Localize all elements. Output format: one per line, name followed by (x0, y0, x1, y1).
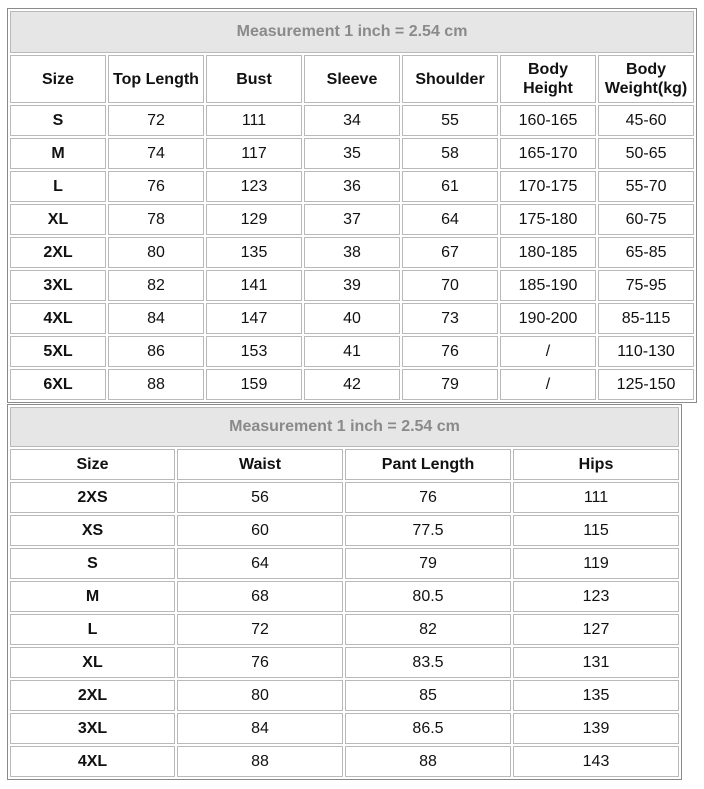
bottoms-size-cell: M (10, 581, 175, 612)
tops-value-cell: 147 (206, 303, 302, 334)
tops-value-cell: 40 (304, 303, 400, 334)
bottoms-value-cell: 135 (513, 680, 679, 711)
bottoms-value-cell: 82 (345, 614, 511, 645)
tops-value-cell: 79 (402, 369, 498, 400)
bottoms-table-row (10, 614, 679, 645)
bottoms-table-row (10, 581, 679, 612)
bottoms-value-cell: 127 (513, 614, 679, 645)
bottoms-value-cell: 80.5 (345, 581, 511, 612)
tops-table-row (10, 270, 694, 301)
tops-table-row (10, 303, 694, 334)
bottoms-value-cell: 88 (177, 746, 343, 777)
tops-size-cell: 6XL (10, 369, 106, 400)
tops-size-chart (7, 8, 697, 403)
tops-table-row (10, 237, 694, 268)
tops-value-cell: 61 (402, 171, 498, 202)
bottoms-value-cell: 86.5 (345, 713, 511, 744)
bottoms-column-header: Pant Length (345, 449, 511, 480)
tops-value-cell: 111 (206, 105, 302, 136)
tops-size-cell: 4XL (10, 303, 106, 334)
tops-value-cell: 41 (304, 336, 400, 367)
bottoms-table-row (10, 647, 679, 678)
tops-value-cell: 76 (402, 336, 498, 367)
tops-value-cell: 88 (108, 369, 204, 400)
tops-value-cell: 190-200 (500, 303, 596, 334)
tops-table-row (10, 138, 694, 169)
bottoms-table-row (10, 548, 679, 579)
bottoms-value-cell: 84 (177, 713, 343, 744)
bottoms-size-cell: 4XL (10, 746, 175, 777)
tops-value-cell: 129 (206, 204, 302, 235)
bottoms-header-row (10, 449, 679, 480)
tops-value-cell: 55 (402, 105, 498, 136)
bottoms-table-row (10, 680, 679, 711)
tops-column-header: Body Weight(kg) (598, 55, 694, 103)
tops-value-cell: 74 (108, 138, 204, 169)
tops-value-cell: 125-150 (598, 369, 694, 400)
tops-value-cell: 85-115 (598, 303, 694, 334)
tops-table-row (10, 204, 694, 235)
tops-value-cell: 117 (206, 138, 302, 169)
tops-value-cell: 153 (206, 336, 302, 367)
bottoms-table-row (10, 515, 679, 546)
tops-value-cell: 82 (108, 270, 204, 301)
tops-title-row (10, 11, 694, 53)
tops-column-header: Shoulder (402, 55, 498, 103)
bottoms-size-cell: 2XS (10, 482, 175, 513)
tops-value-cell: 42 (304, 369, 400, 400)
bottoms-value-cell: 64 (177, 548, 343, 579)
bottoms-value-cell: 119 (513, 548, 679, 579)
tops-value-cell: 39 (304, 270, 400, 301)
tops-table-row (10, 171, 694, 202)
tops-size-cell: 3XL (10, 270, 106, 301)
bottoms-value-cell: 111 (513, 482, 679, 513)
tops-value-cell: 75-95 (598, 270, 694, 301)
bottoms-value-cell: 131 (513, 647, 679, 678)
tops-size-cell: M (10, 138, 106, 169)
bottoms-table-row (10, 482, 679, 513)
bottoms-value-cell: 79 (345, 548, 511, 579)
tops-value-cell: 165-170 (500, 138, 596, 169)
bottoms-title-row (10, 407, 679, 447)
tops-value-cell: 38 (304, 237, 400, 268)
bottoms-column-header: Hips (513, 449, 679, 480)
tops-column-header: Size (10, 55, 106, 103)
tops-value-cell: 73 (402, 303, 498, 334)
tops-value-cell: 67 (402, 237, 498, 268)
bottoms-value-cell: 80 (177, 680, 343, 711)
tops-value-cell: / (500, 336, 596, 367)
tops-value-cell: 78 (108, 204, 204, 235)
tops-value-cell: 84 (108, 303, 204, 334)
bottoms-value-cell: 143 (513, 746, 679, 777)
tops-table-row (10, 105, 694, 136)
tops-value-cell: 141 (206, 270, 302, 301)
tops-size-cell: 2XL (10, 237, 106, 268)
bottoms-value-cell: 76 (177, 647, 343, 678)
tops-size-cell: S (10, 105, 106, 136)
bottoms-table-row (10, 713, 679, 744)
bottoms-value-cell: 60 (177, 515, 343, 546)
tops-value-cell: 55-70 (598, 171, 694, 202)
tops-value-cell: 70 (402, 270, 498, 301)
bottoms-table-body (10, 407, 679, 777)
bottoms-size-cell: L (10, 614, 175, 645)
tops-value-cell: 50-65 (598, 138, 694, 169)
bottoms-size-cell: S (10, 548, 175, 579)
tops-value-cell: 80 (108, 237, 204, 268)
bottoms-value-cell: 76 (345, 482, 511, 513)
bottoms-size-cell: XL (10, 647, 175, 678)
bottoms-column-header: Waist (177, 449, 343, 480)
tops-value-cell: 64 (402, 204, 498, 235)
tops-column-header: Sleeve (304, 55, 400, 103)
bottoms-value-cell: 85 (345, 680, 511, 711)
bottoms-value-cell: 123 (513, 581, 679, 612)
tops-size-cell: XL (10, 204, 106, 235)
tops-value-cell: 159 (206, 369, 302, 400)
tops-size-cell: L (10, 171, 106, 202)
bottoms-value-cell: 56 (177, 482, 343, 513)
tops-value-cell: / (500, 369, 596, 400)
tops-value-cell: 76 (108, 171, 204, 202)
tops-header-row (10, 55, 694, 103)
tops-value-cell: 175-180 (500, 204, 596, 235)
tops-value-cell: 185-190 (500, 270, 596, 301)
tops-table-body (10, 11, 694, 400)
tops-value-cell: 123 (206, 171, 302, 202)
tops-measurement-title: Measurement 1 inch = 2.54 cm (10, 11, 694, 53)
tops-value-cell: 37 (304, 204, 400, 235)
bottoms-size-chart (7, 404, 682, 780)
tops-value-cell: 45-60 (598, 105, 694, 136)
bottoms-table-row (10, 746, 679, 777)
tops-value-cell: 180-185 (500, 237, 596, 268)
bottoms-value-cell: 83.5 (345, 647, 511, 678)
tops-value-cell: 135 (206, 237, 302, 268)
bottoms-size-cell: XS (10, 515, 175, 546)
tops-value-cell: 72 (108, 105, 204, 136)
bottoms-value-cell: 115 (513, 515, 679, 546)
bottoms-value-cell: 88 (345, 746, 511, 777)
bottoms-column-header: Size (10, 449, 175, 480)
bottoms-size-cell: 2XL (10, 680, 175, 711)
bottoms-size-cell: 3XL (10, 713, 175, 744)
tops-value-cell: 58 (402, 138, 498, 169)
tops-value-cell: 60-75 (598, 204, 694, 235)
bottoms-value-cell: 139 (513, 713, 679, 744)
bottoms-value-cell: 72 (177, 614, 343, 645)
tops-value-cell: 35 (304, 138, 400, 169)
tops-value-cell: 65-85 (598, 237, 694, 268)
tops-value-cell: 170-175 (500, 171, 596, 202)
bottoms-measurement-title: Measurement 1 inch = 2.54 cm (10, 407, 679, 447)
tops-column-header: Body Height (500, 55, 596, 103)
bottoms-value-cell: 77.5 (345, 515, 511, 546)
tops-column-header: Top Length (108, 55, 204, 103)
tops-size-cell: 5XL (10, 336, 106, 367)
tops-value-cell: 160-165 (500, 105, 596, 136)
tops-table-row (10, 369, 694, 400)
tops-value-cell: 34 (304, 105, 400, 136)
tops-table-row (10, 336, 694, 367)
tops-value-cell: 36 (304, 171, 400, 202)
tops-value-cell: 86 (108, 336, 204, 367)
tops-value-cell: 110-130 (598, 336, 694, 367)
tops-column-header: Bust (206, 55, 302, 103)
bottoms-value-cell: 68 (177, 581, 343, 612)
